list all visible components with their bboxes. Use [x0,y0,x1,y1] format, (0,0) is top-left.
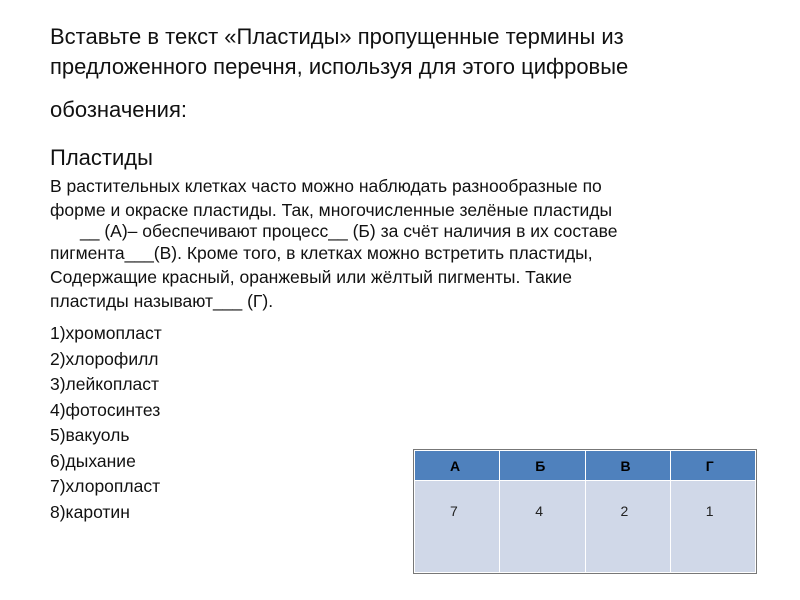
option-item: 1)хромопласт [50,323,162,343]
task-line: Вставьте в текст «Пластиды» пропущенные термины из [50,24,624,49]
option-item: 3)лейкопласт [50,374,160,394]
text-line: пластиды называют___ (Г). [50,291,274,311]
answer-cell-v: 2 [585,481,670,573]
options-list [50,321,162,525]
answer-header-row [415,451,756,481]
answer-header-v: В [585,451,670,481]
option-item: 6)дыхание [50,450,136,471]
option-item: 7)хлоропласт [50,476,161,496]
answer-value-row [415,481,756,573]
answer-cell-g: 1 [670,481,755,573]
answer-cell-b: 4 [500,481,585,573]
text-paragraph [50,174,770,313]
answer-cell-a: 7 [415,481,500,573]
text-line: __ (А)– обеспечивают процесс__ (Б) за счёт наличия в их составе [80,221,618,241]
answer-table [414,450,756,573]
text-line: пигмента___(В). Кроме того, в клетках можно встретить пластиды, [50,243,593,263]
task-line: предложенного перечня, используя для этого цифровые [50,54,629,79]
option-item: 4)фотосинтез [50,399,161,420]
task-line: обозначения: [50,97,187,122]
option-item: 5)вакуоль [50,425,130,445]
option-item: 8)каротин [50,501,130,522]
text-line: Содержащие красный, оранжевый или жёлтый пигменты. Такие [50,267,572,287]
option-item: 2)хлорофилл [50,348,159,369]
answer-header-a: А [415,451,500,481]
answer-header-g: Г [670,451,755,481]
task-instruction [50,22,770,125]
text-line: форме и окраске пластиды. Так, многочисленные зелёные пластиды [50,200,613,220]
answer-header-b: Б [500,451,585,481]
text-heading: Пластиды [50,145,153,170]
text-line: В растительных клетках часто можно наблюдать разнообразные по [50,176,602,196]
